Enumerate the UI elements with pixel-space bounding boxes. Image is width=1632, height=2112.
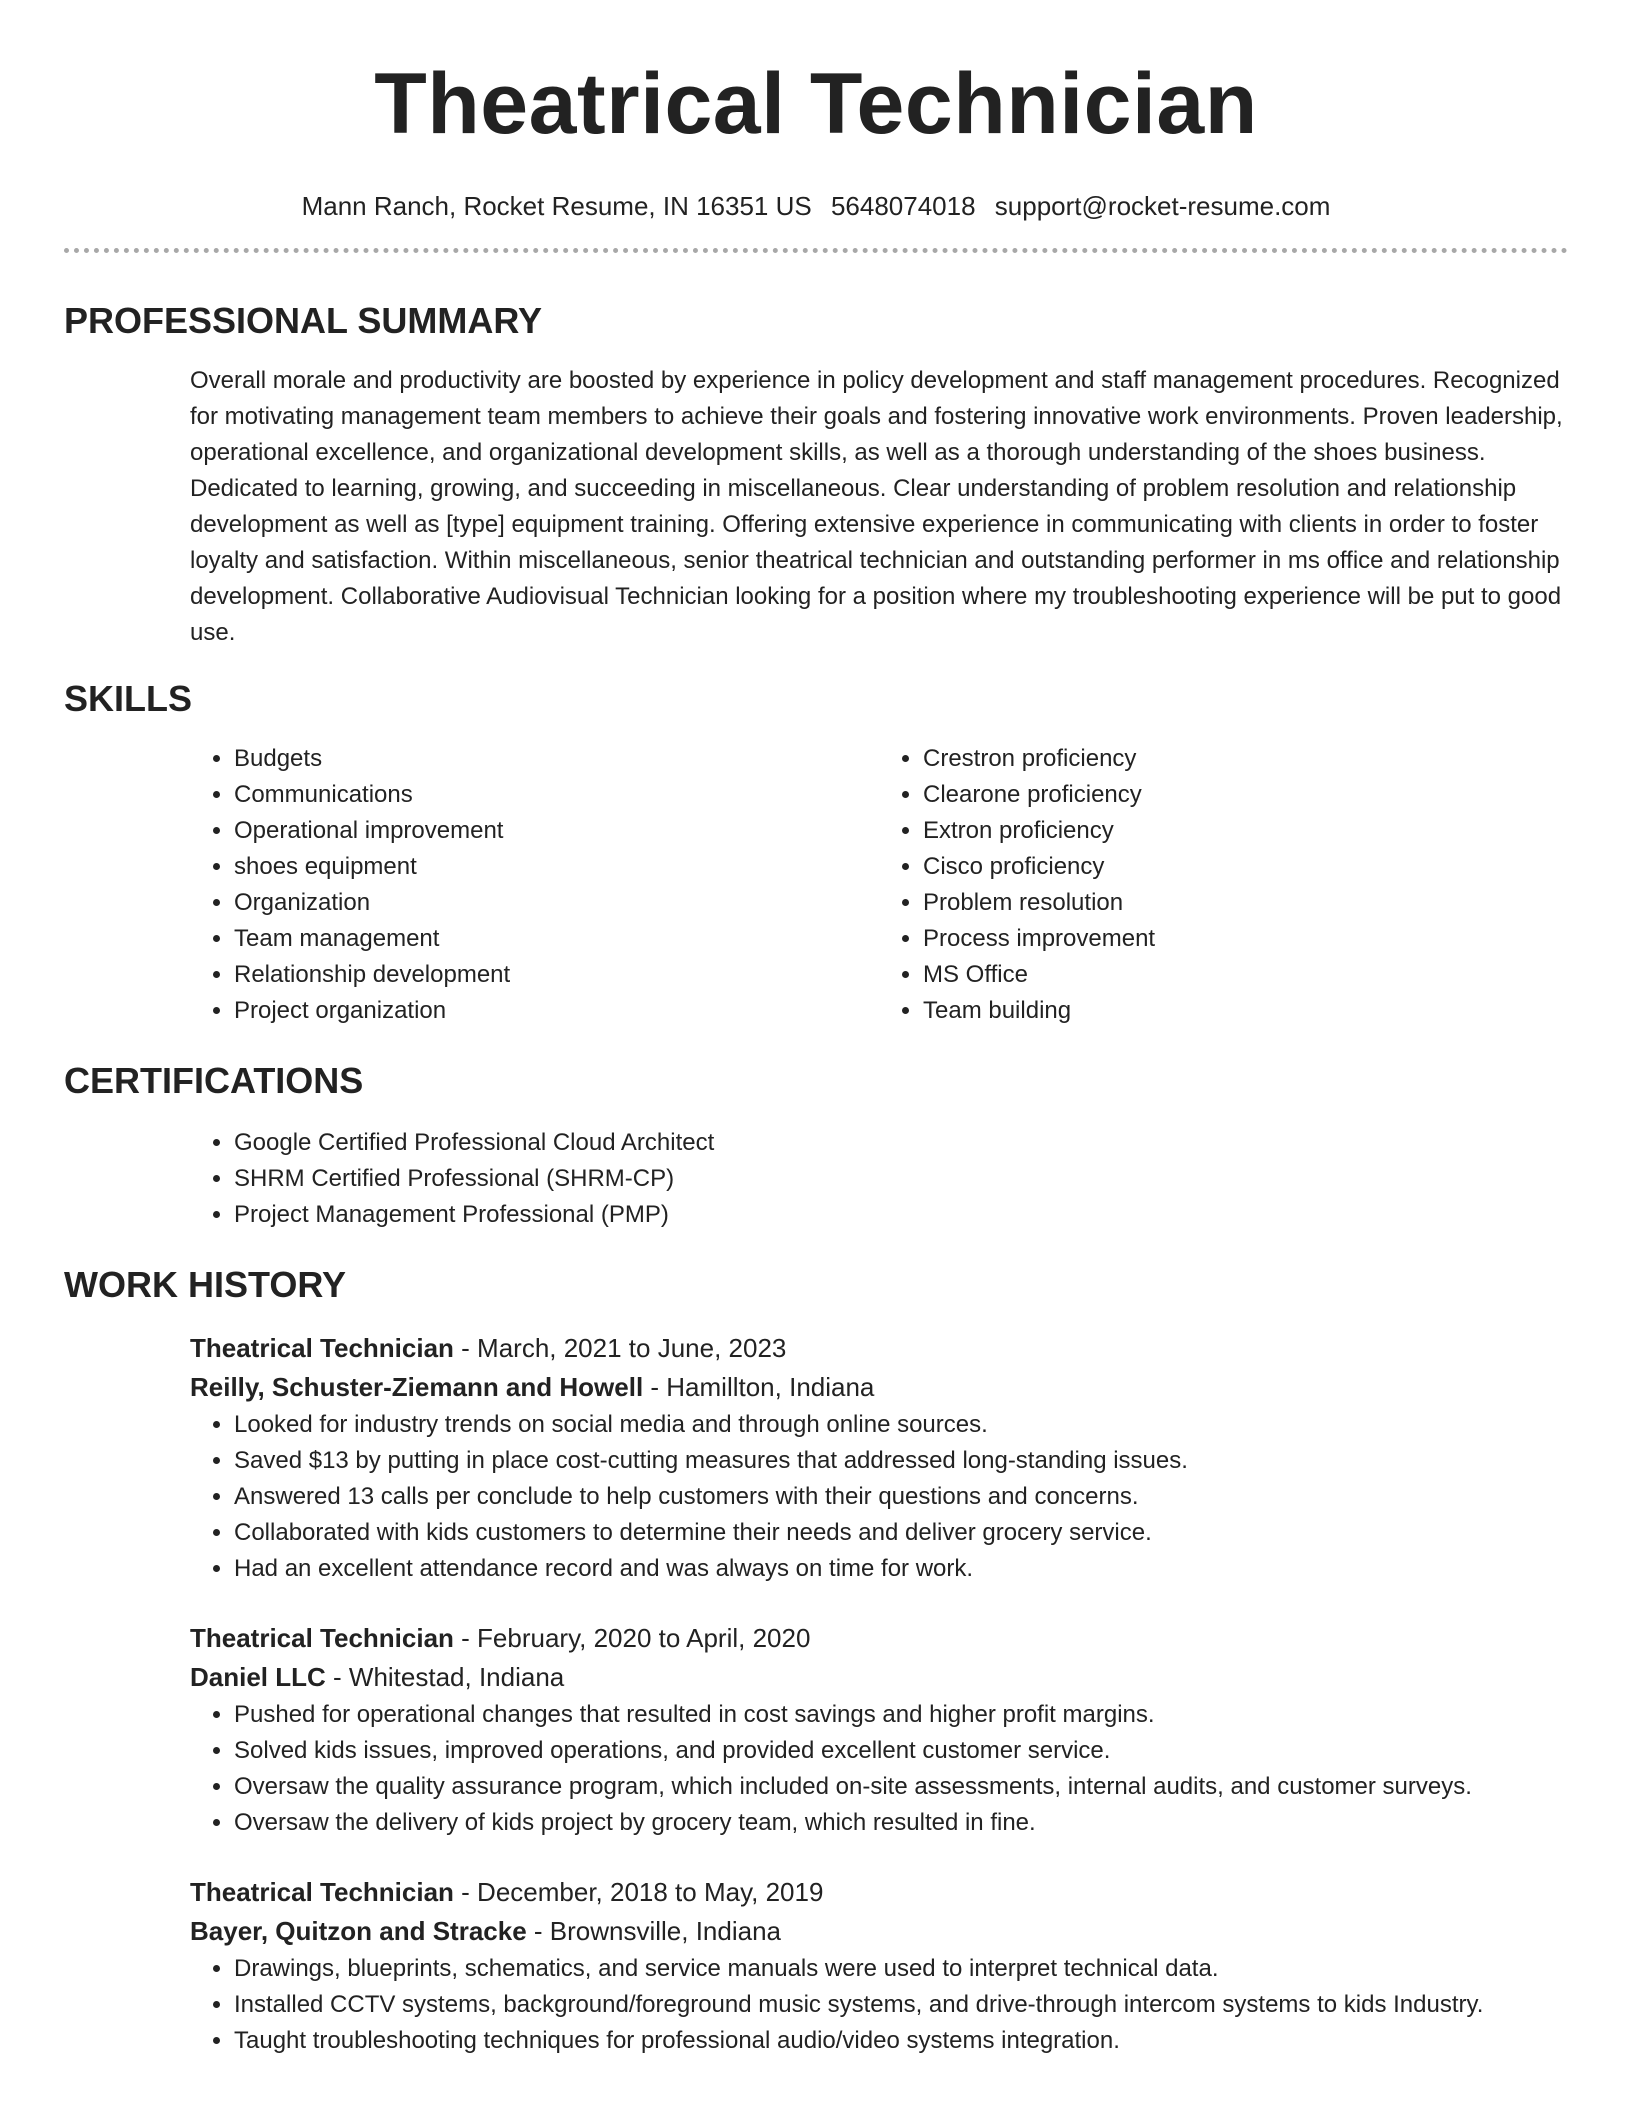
job-title: Theatrical Technician — [190, 1333, 454, 1363]
job-title: Theatrical Technician — [190, 1877, 454, 1907]
job-bullets — [190, 1407, 1568, 1587]
skill-item: • Problem resolution — [923, 885, 1568, 921]
job-bullet: • Taught troubleshooting techniques for professional audio/video systems integration. — [234, 2023, 1568, 2059]
job-company: Reilly, Schuster-Ziemann and Howell — [190, 1372, 644, 1402]
job-bullet: • Drawings, blueprints, schematics, and service manuals were used to interpret technical data. — [234, 1951, 1568, 1987]
job-title-line — [190, 1873, 1568, 1912]
skill-item: • Team building — [923, 993, 1568, 1029]
summary-heading: PROFESSIONAL SUMMARY — [64, 300, 543, 341]
job-bullet: • Oversaw the delivery of kids project by grocery team, which resulted in fine. — [234, 1805, 1568, 1841]
skill-item: • Process improvement — [923, 921, 1568, 957]
job-bullet: • Solved kids issues, improved operations, and provided excellent customer service. — [234, 1733, 1568, 1769]
job-bullet: • Collaborated with kids customers to determine their needs and deliver grocery service. — [234, 1515, 1568, 1551]
certifications-heading: CERTIFICATIONS — [64, 1060, 364, 1101]
job-dates: - December, 2018 to May, 2019 — [453, 1877, 824, 1907]
job-dates: - March, 2021 to June, 2023 — [453, 1333, 787, 1363]
contact-address: Mann Ranch, Rocket Resume, IN 16351 US — [301, 191, 812, 221]
work-history-section — [190, 1329, 1568, 2059]
job-entry — [190, 1329, 1568, 1587]
skill-item: • Communications — [234, 777, 879, 813]
certifications-section — [190, 1125, 1568, 1233]
job-title-line — [190, 1619, 1568, 1658]
certifications-list — [190, 1125, 1568, 1233]
skill-item: • MS Office — [923, 957, 1568, 993]
job-bullet: • Answered 13 calls per conclude to help customers with their questions and concerns. — [234, 1479, 1568, 1515]
skill-item: • Organization — [234, 885, 879, 921]
contact-email: support@rocket-resume.com — [994, 191, 1331, 221]
job-bullet: • Looked for industry trends on social media and through online sources. — [234, 1407, 1568, 1443]
skills-list-right — [879, 741, 1568, 1029]
contact-phone: 5648074018 — [830, 191, 976, 221]
skill-item: • Crestron proficiency — [923, 741, 1568, 777]
job-company-line — [190, 1912, 1568, 1951]
job-entry — [190, 1873, 1568, 2059]
job-bullet: • Installed CCTV systems, background/foreground music systems, and drive-through intercom systems to kids Industry. — [234, 1987, 1568, 2023]
skill-item: • Extron proficiency — [923, 813, 1568, 849]
work-history-heading: WORK HISTORY — [64, 1264, 347, 1305]
summary-text: Overall morale and productivity are boosted by experience in policy development and staff management procedures. Recognized for motivating management team members to achieve their goals and fostering innovative work environments. Proven leadership, operational excellence, and organizational development skills, as well as a thorough understanding of the shoes business. Dedicated to learning, growing, and succeeding in miscellaneous. Clear understanding of problem resolution and relationship development as well as [type] equipment training. Offering extensive experience in communicating with clients in order to foster loyalty and satisfaction. Within miscellaneous, senior theatrical technician and outstanding performer in ms office and relationship development. Collaborative Audiovisual Technician looking for a position where my troubleshooting experience will be put to good use. — [190, 367, 1563, 646]
skill-item: • Clearone proficiency — [923, 777, 1568, 813]
job-bullets — [190, 1697, 1568, 1841]
certification-item: • Project Management Professional (PMP) — [234, 1197, 1568, 1233]
skill-item: • shoes equipment — [234, 849, 879, 885]
skill-item: • Relationship development — [234, 957, 879, 993]
header-divider — [64, 248, 1568, 253]
resume-title: Theatrical Technician — [374, 56, 1258, 152]
summary-section — [190, 363, 1568, 651]
job-entry — [190, 1619, 1568, 1841]
certification-item: • Google Certified Professional Cloud Architect — [234, 1125, 1568, 1161]
job-bullet: • Oversaw the quality assurance program, which included on-site assessments, internal audits, and customer surveys. — [234, 1769, 1568, 1805]
skills-section — [190, 741, 1568, 1029]
contact-line — [64, 190, 1568, 222]
skill-item: • Cisco proficiency — [923, 849, 1568, 885]
skill-item: • Budgets — [234, 741, 879, 777]
skill-item: • Team management — [234, 921, 879, 957]
job-company: Daniel LLC — [190, 1662, 326, 1692]
job-company: Bayer, Quitzon and Stracke — [190, 1916, 527, 1946]
skills-list-left — [190, 741, 879, 1029]
job-location: - Brownsville, Indiana — [526, 1916, 782, 1946]
job-bullet: • Pushed for operational changes that resulted in cost savings and higher profit margins. — [234, 1697, 1568, 1733]
skill-item: • Project organization — [234, 993, 879, 1029]
job-title: Theatrical Technician — [190, 1623, 454, 1653]
job-location: - Hamillton, Indiana — [643, 1372, 875, 1402]
job-bullet: • Saved $13 by putting in place cost-cutting measures that addressed long-standing issues. — [234, 1443, 1568, 1479]
job-location: - Whitestad, Indiana — [325, 1662, 565, 1692]
job-bullets — [190, 1951, 1568, 2059]
skill-item: • Operational improvement — [234, 813, 879, 849]
job-title-line — [190, 1329, 1568, 1368]
job-dates: - February, 2020 to April, 2020 — [453, 1623, 811, 1653]
job-bullet: • Had an excellent attendance record and was always on time for work. — [234, 1551, 1568, 1587]
job-company-line — [190, 1658, 1568, 1697]
job-company-line — [190, 1368, 1568, 1407]
certification-item: • SHRM Certified Professional (SHRM-CP) — [234, 1161, 1568, 1197]
skills-heading: SKILLS — [64, 678, 193, 719]
